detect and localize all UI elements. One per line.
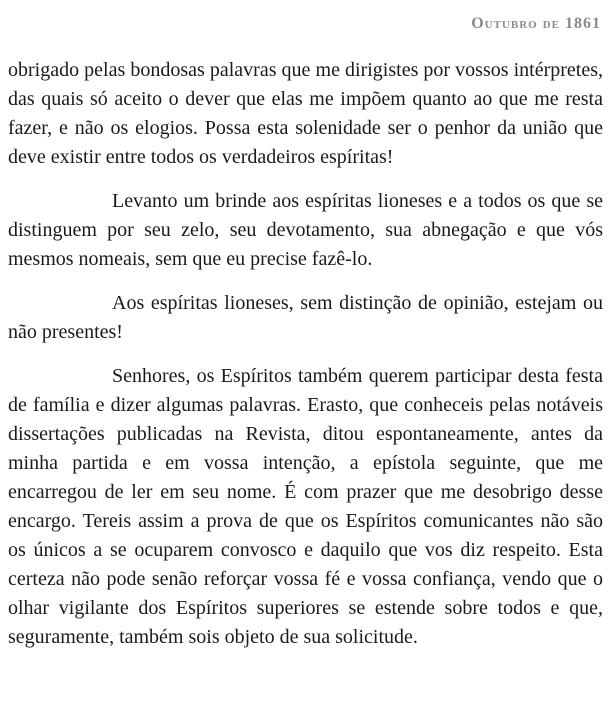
paragraph-salute: Aos espíritas lioneses, sem distinção de opinião, estejam ou não presentes! [8, 292, 603, 343]
paragraph-erasto: Senhores, os Espíritos também querem participar desta festa de família e dizer algumas palavras. Erasto, que conheceis pelas notáveis dissertações publicadas na Revista, ditou espontaneamente, antes da minha partida e em vossa intenção, a epístola seguinte, que me encarregou de ler em seu nome. É com prazer que me desobrigo desse encargo. Tereis assim a prova de que os Espíritos comunicantes não são os únicos a se ocuparem convosco e daquilo que vos diz respeito. Esta certeza não pode senão reforçar vossa fé e vossa confiança, vendo que o olhar vigilante dos Espíritos superiores se estende sobre todos e que, seguramente, também sois objeto de sua solicitude. [8, 365, 603, 648]
paragraph-continuation: obrigado pelas bondosas palavras que me dirigistes por vossos intérpretes, das quais só aceito o dever que elas me impõem quanto ao que me resta fazer, e não os elogios. Possa esta solenidade ser o penhor da união que deve existir entre todos os verdadeiros espíritas! [8, 59, 603, 168]
running-head: Outubro de 1861 [471, 15, 601, 32]
paragraph-toast: Levanto um brinde aos espíritas lioneses e a todos os que se distinguem por seu zelo, seu devotamento, sua abnegação e que vós mesmos nomeais, sem que eu precise fazê-lo. [8, 190, 603, 270]
page-body [8, 56, 603, 652]
